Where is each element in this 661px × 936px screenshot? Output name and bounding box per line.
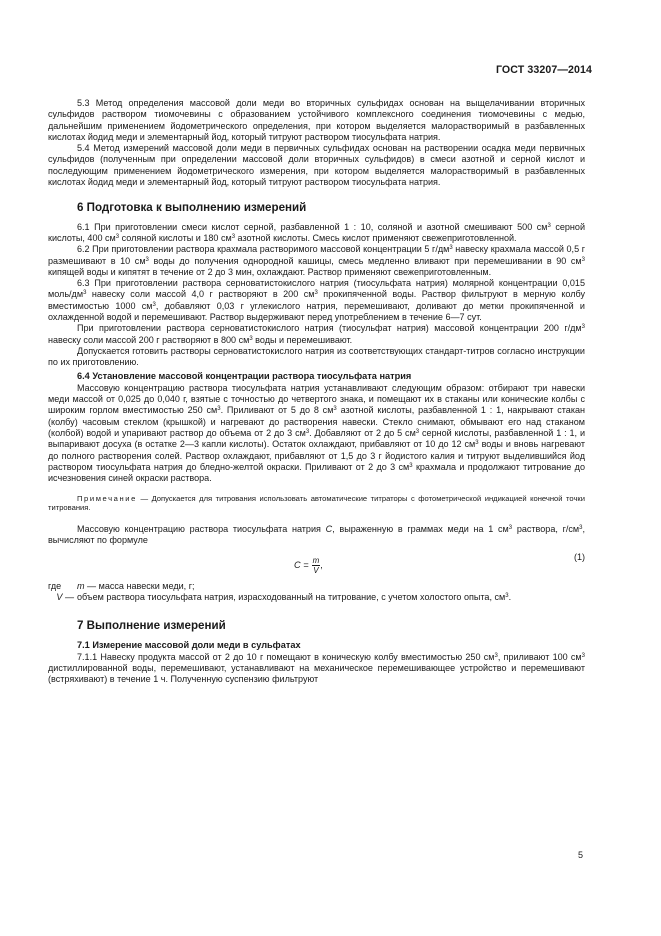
definition-m: где m — масса навески меди, г;: [48, 580, 195, 591]
paragraph-6-3: 6.3 При приготовлении раствора серноватистокислого натрия (тиосульфата натрия) молярной концентрации 0,015 моль/$дм^3$ навеску соли массой 4,0 г растворяют в 200 $см^3$ прокипяченной воды. Раствор фильтруют в мерную колбу вместимостью 1000 $см^3$, добавляют 0,03 г углекислого натрия, перемешивают, доливают до метки прокипяченной и охлажденной водой и перемешивают. Раствор выдерживают перед употреблением в течение 6—7 сут.: [48, 278, 586, 323]
paragraph-6-1: 6.1 При приготовлении смеси кислот серной, разбавленной 1 : 10, соляной и азотной смешивают 500 $см^3$ серной кислоты, 400 $см^3$ соляной кислоты и 180 $см^3$ азотной кислоты. Смесь кислот применяют свежеприготовленной.: [48, 221, 586, 243]
note-text: — Допускается для титрования использовать автоматические титраторы с фотометрической индикацией конечной точки титрования.: [48, 493, 585, 513]
paragraph-6-3-allowance: Допускается готовить растворы серноватистокислого натрия из соответствующих стандарт-титров согласно инструкции по их приготовлению.: [48, 345, 585, 368]
subsection-7-1-title: 7.1 Измерение массовой доли меди в сульфатах: [77, 639, 301, 650]
paragraph-5-4: 5.4 Метод измерений массовой доли меди в первичных сульфидах основан на растворении осадка меди первичных сульфидов (полученным при определении массовой доли вторичных сульфидов) в смеси азотной и серной кислот и последующим применением йодометрического измерения, при котором выделяется малорастворимый в разбавленных кислотах йодид меди и элементарный йод, который титруют раствором тиосульфата натрия.: [48, 143, 585, 188]
document-code: ГОСТ 33207—2014: [495, 64, 592, 76]
formula-fraction: $\frac{m}{V}$: [312, 555, 320, 575]
formula-expression: C = $\frac{m}{V}$ ,: [294, 555, 323, 575]
paragraph-6-4: Массовую концентрацию раствора тиосульфата натрия устанавливают следующим образом: отбирают три навески меди массой от 0,025 до 0,040 г, взятые с точностью до четвертого знака, и помещают их в стаканы или конические колбы с широким горлом вместимостью 250 $см^3$. Приливают от 5 до 8 $см^3$ азотной кислоты, разбавленной 1 : 1, накрывают стакан (колбу) часовым стеклом (крышкой) и нагревают до растворения навески. Стекло снимают, обмывают его над стаканом (колбой) водой и упаривают раствор до объема от 2 до 3 $см^3$. Добавляют от 2 до 5 $см^3$ серной кислоты, разбавленной 1 : 1, и выпаривают досуха (в остатке 2—3 капли кислоты). Остаток охлаждают, прибавляют от 10 до 12 $см^3$ воды и вновь нагревают до полного растворения солей. Раствор охлаждают, прибавляют от 1,5 до 3 г йодистого калия и титруют выделившийся йод раствором тиосульфата натрия до бледно-желтой окраски. Приливают от 2 до 3 $см^3$ крахмала и продолжают титрование до исчезновения синей окраски раствора.: [48, 382, 586, 484]
page-content: [48, 98, 585, 686]
paragraph-formula-intro: Массовую концентрацию раствора тиосульфата натрия C, выраженную в граммах меди на 1 $см^3$ раствора, $г/см^3$, вычисляют по формуле: [48, 524, 585, 546]
section-7-title: 7 Выполнение измерений: [77, 619, 226, 633]
paragraph-5-3: 5.3 Метод определения массовой доли меди во вторичных сульфидах основан на выщелачивании вторичных сульфидов раствором тиомочевины с образованием устойчивого комплексного соединения тиомочевины с медью, дальнейшим применением йодометрического определения, при котором выделяется малорастворимый в разбавленных кислотах йодид меди и элементарный йод, который титруют раствором тиосульфата натрия.: [48, 98, 585, 142]
paragraph-7-1-1: 7.1.1 Навеску продукта массой от 2 до 10 г помещают в коническую колбу вместимостью 250 $см^3$, приливают 100 $см^3$ дистиллированной воды, перемешивают, устанавливают на механическое перемешивающее устройство и перемешивают (встряхивают) в течение 1 ч. Полученную суспензию фильтруют: [48, 651, 585, 685]
paragraph-6-3-alt: При приготовлении раствора серноватистокислого натрия (тиосульфат натрия) массовой концентрации 200 $г/дм^3$ навеску соли массой 200 г растворяют в 800 $см^3$ воды и перемешивают.: [48, 323, 585, 345]
paragraph-6-2: 6.2 При приготовлении раствора крахмала растворимого массовой концентрации 5 $г/дм^3$ навеску крахмала массой 0,5 г размешивают в 10 $см^3$ воды до получения однородной кашицы, смесь медленно вливают при перемешивании в 90 $см^3$ кипящей воды и кипятят в течение от 2 до 3 мин, охлаждают. Раствор применяют свежеприготовленным.: [48, 244, 585, 277]
definition-V: V — объем раствора тиосульфата натрия, израсходованный на титрование, с учетом холостого опыта, $см^3$.: [56, 591, 512, 602]
formula-number: (1): [573, 551, 585, 562]
formula-1: [48, 551, 585, 577]
subsection-6-4-title: 6.4 Установление массовой концентрации раствора тиосульфата натрия: [77, 370, 412, 381]
section-6-title: 6 Подготовка к выполнению измерений: [77, 201, 307, 215]
note: [48, 494, 585, 514]
note-label: Примечание: [77, 493, 137, 503]
page-number: 5: [577, 850, 583, 860]
